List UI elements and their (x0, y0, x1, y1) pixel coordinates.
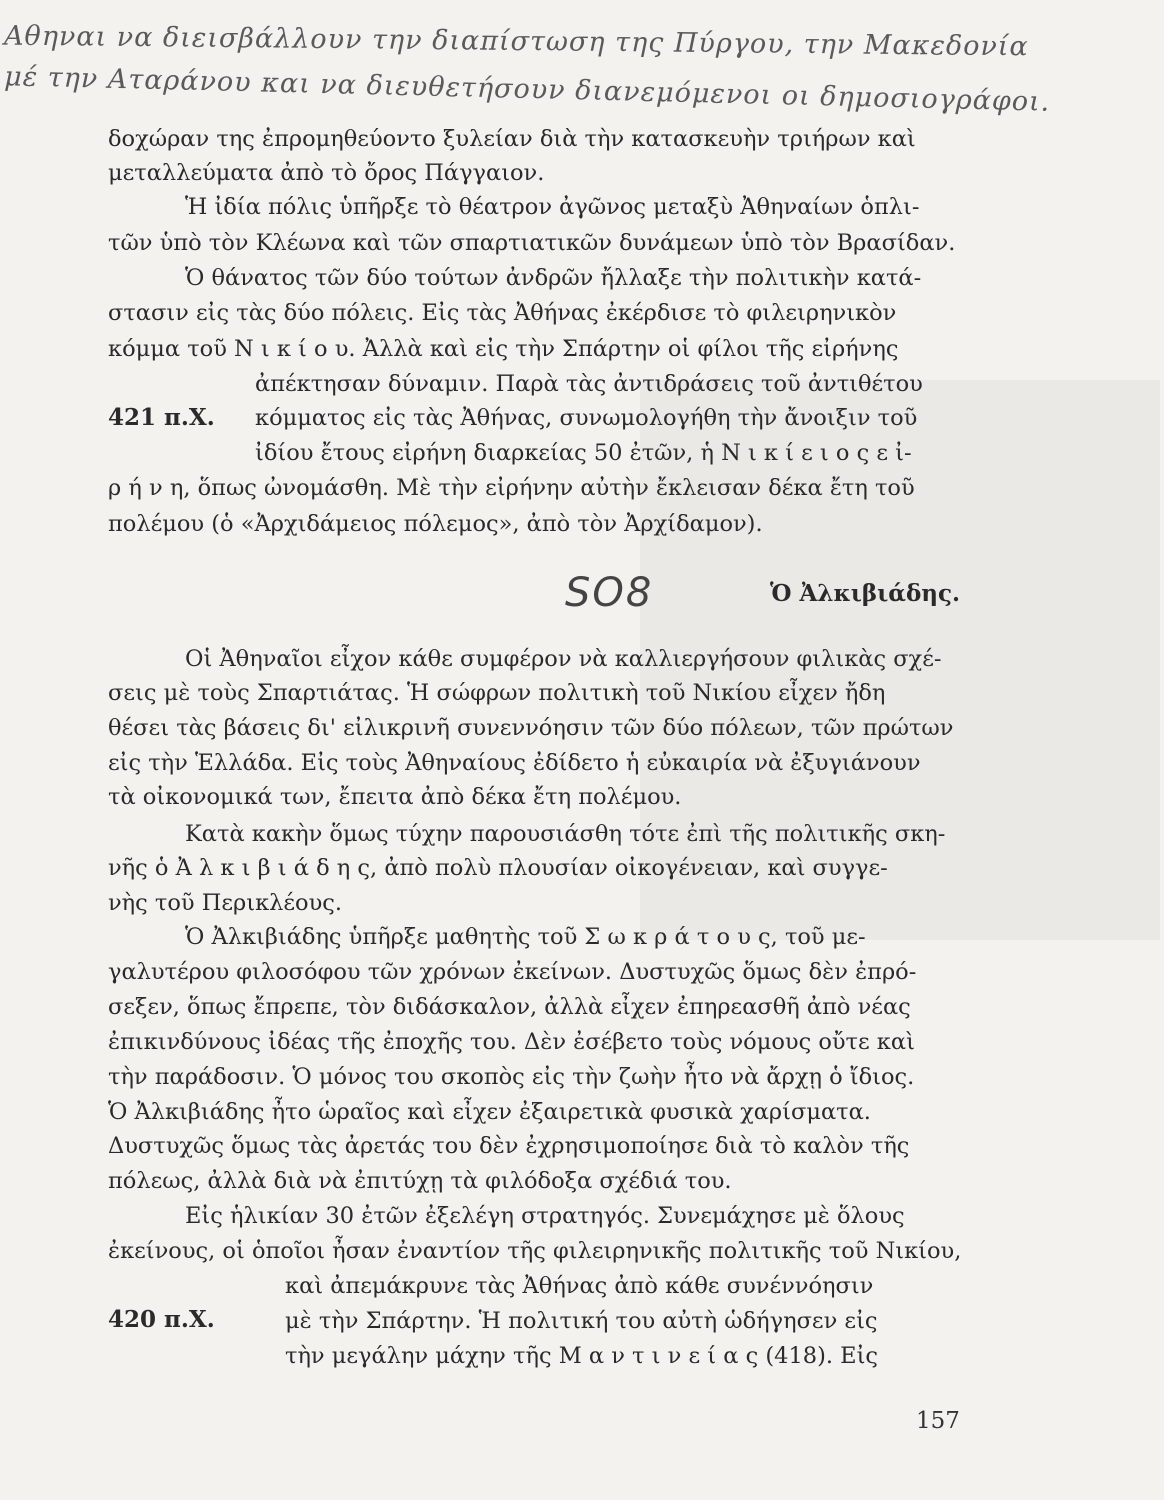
text-line: θέσει τὰς βάσεις δι' εἰλικρινῆ συνεννόησιν τῶν δύο πόλεων, τῶν πρώτων (108, 715, 954, 741)
text-line: κόμμα τοῦ Ν ι κ ί ο υ. Ἀλλὰ καὶ εἰς τὴν Σπάρτην οἱ φίλοι τῆς εἰρήνης (108, 336, 899, 362)
text-line: πόλεως, ἀλλὰ διὰ νὰ ἐπιτύχῃ τὰ φιλόδοξα σχέδιά του. (108, 1168, 732, 1194)
text-line: τὴν μεγάλην μάχην τῆς Μ α ν τ ι ν ε ί α ς (418). Εἰς (285, 1343, 878, 1369)
text-line: τῶν ὑπὸ τὸν Κλέωνα καὶ τῶν σπαρτιατικῶν δυνάμεων ὑπὸ τὸν Βρασίδαν. (108, 230, 956, 256)
text-line: δοχώραν της ἐπρομηθεύοντο ξυλείαν διὰ τὴν κατασκευὴν τριήρων καὶ (108, 126, 916, 152)
section-heading: Ὁ Ἀλκιβιάδης. (770, 580, 961, 607)
text-line: Ὁ θάνατος τῶν δύο τούτων ἀνδρῶν ἤλλαξε τὴν πολιτικὴν κατά- (185, 265, 922, 291)
margin-date-421: 421 π.Χ. (108, 404, 215, 431)
text-line: μὲ τὴν Σπάρτην. Ἡ πολιτική του αὐτὴ ὡδήγησεν εἰς (285, 1308, 878, 1334)
text-line: σεξεν, ὅπως ἔπρεπε, τὸν διδάσκαλον, ἀλλὰ εἶχεν ἐπηρεασθῆ ἀπὸ νέας (108, 994, 911, 1020)
text-line: κόμματος εἰς τὰς Ἀθήνας, συνωμολογήθη τὴν ἄνοιξιν τοῦ (255, 405, 918, 431)
text-line: ρ ή ν η, ὅπως ὠνομάσθη. Μὲ τὴν εἰρήνην αὐτὴν ἔκλεισαν δέκα ἔτη τοῦ (108, 475, 915, 501)
text-line: τὴν παράδοσιν. Ὁ μόνος του σκοπὸς εἰς τὴν ζωὴν ἦτο νὰ ἄρχῃ ὁ ἴδιος. (108, 1064, 915, 1090)
handwritten-note-1: Αθηναι να διεισβάλλουν την διαπίστωση της Πύργου, την Μακεδονία (3, 20, 1029, 63)
text-line: στασιν εἰς τὰς δύο πόλεις. Εἰς τὰς Ἀθήνας ἐκέρδισε τὸ φιλειρηνικὸν (108, 300, 897, 326)
text-line: ἀπέκτησαν δύναμιν. Παρὰ τὰς ἀντιδράσεις τοῦ ἀντιθέτου (255, 371, 923, 397)
text-line: νῆς ὁ Ἀ λ κ ι β ι ά δ η ς, ἀπὸ πολὺ πλουσίαν οἰκογένειαν, καὶ συγγε- (108, 855, 888, 881)
text-line: Δυστυχῶς ὅμως τὰς ἀρετάς του δὲν ἐχρησιμοποίησε διὰ τὸ καλὸν τῆς (108, 1133, 910, 1159)
text-line: νὴς τοῦ Περικλέους. (108, 890, 343, 916)
text-line: Οἱ Ἀθηναῖοι εἶχον κάθε συμφέρον νὰ καλλιεργήσουν φιλικὰς σχέ- (185, 646, 942, 672)
margin-date-420: 420 π.Χ. (108, 1306, 215, 1333)
text-line: Ὁ Ἀλκιβιάδης ἦτο ὡραῖος καὶ εἶχεν ἐξαιρετικὰ φυσικὰ χαρίσματα. (108, 1099, 871, 1125)
text-line: πολέμου (ὁ «Ἀρχιδάμειος πόλεμος», ἀπὸ τὸν Ἀρχίδαμον). (108, 511, 763, 537)
text-line: σεις μὲ τοὺς Σπαρτιάτας. Ἡ σώφρων πολιτικὴ τοῦ Νικίου εἶχεν ἤδη (108, 680, 886, 706)
text-line: Ἡ ἰδία πόλις ὑπῆρξε τὸ θέατρον ἀγῶνος μεταξὺ Ἀθηναίων ὁπλι- (185, 194, 920, 220)
text-line: ἰδίου ἔτους εἰρήνη διαρκείας 50 ἐτῶν, ἡ Ν ι κ ί ε ι ο ς ε ἰ- (255, 440, 912, 466)
stamp-mark: SO8 (565, 570, 654, 616)
text-line: γαλυτέρου φιλοσόφου τῶν χρόνων ἐκείνων. Δυστυχῶς ὅμως δὲν ἐπρό- (108, 959, 917, 985)
text-line: Κατὰ κακὴν ὅμως τύχην παρουσιάσθη τότε ἐπὶ τῆς πολιτικῆς σκη- (185, 821, 946, 847)
handwritten-note-2: μέ την Αταράνου και να διευθετήσουν διανεμόμενοι οι δημοσιογράφοι. (3, 61, 1051, 118)
text-line: εἰς τὴν Ἑλλάδα. Εἰς τοὺς Ἀθηναίους ἐδίδετο ἡ εὐκαιρία νὰ ἐξυγιάνουν (108, 750, 921, 776)
text-line: μεταλλεύματα ἀπὸ τὸ ὄρος Πάγγαιον. (108, 160, 545, 186)
text-line: ἐκείνους, οἱ ὁποῖοι ἦσαν ἐναντίον τῆς φιλειρηνικῆς πολιτικῆς τοῦ Νικίου, (108, 1238, 962, 1264)
text-line: Εἰς ἡλικίαν 30 ἐτῶν ἐξελέγη στρατηγός. Συνεμάχησε μὲ ὅλους (185, 1203, 905, 1229)
text-line: τὰ οἰκονομικά των, ἔπειτα ἀπὸ δέκα ἔτη πολέμου. (108, 784, 682, 810)
page-number: 157 (916, 1408, 960, 1434)
text-line: ἐπικινδύνους ἰδέας τῆς ἐποχῆς του. Δὲν ἐσέβετο τοὺς νόμους οὔτε καὶ (108, 1029, 915, 1055)
text-line: Ὁ Ἀλκιβιάδης ὑπῆρξε μαθητὴς τοῦ Σ ω κ ρ ά τ ο υ ς, τοῦ με- (185, 924, 866, 950)
text-line: καὶ ἀπεμάκρυνε τὰς Ἀθήνας ἀπὸ κάθε συνέννόησιν (285, 1273, 874, 1299)
